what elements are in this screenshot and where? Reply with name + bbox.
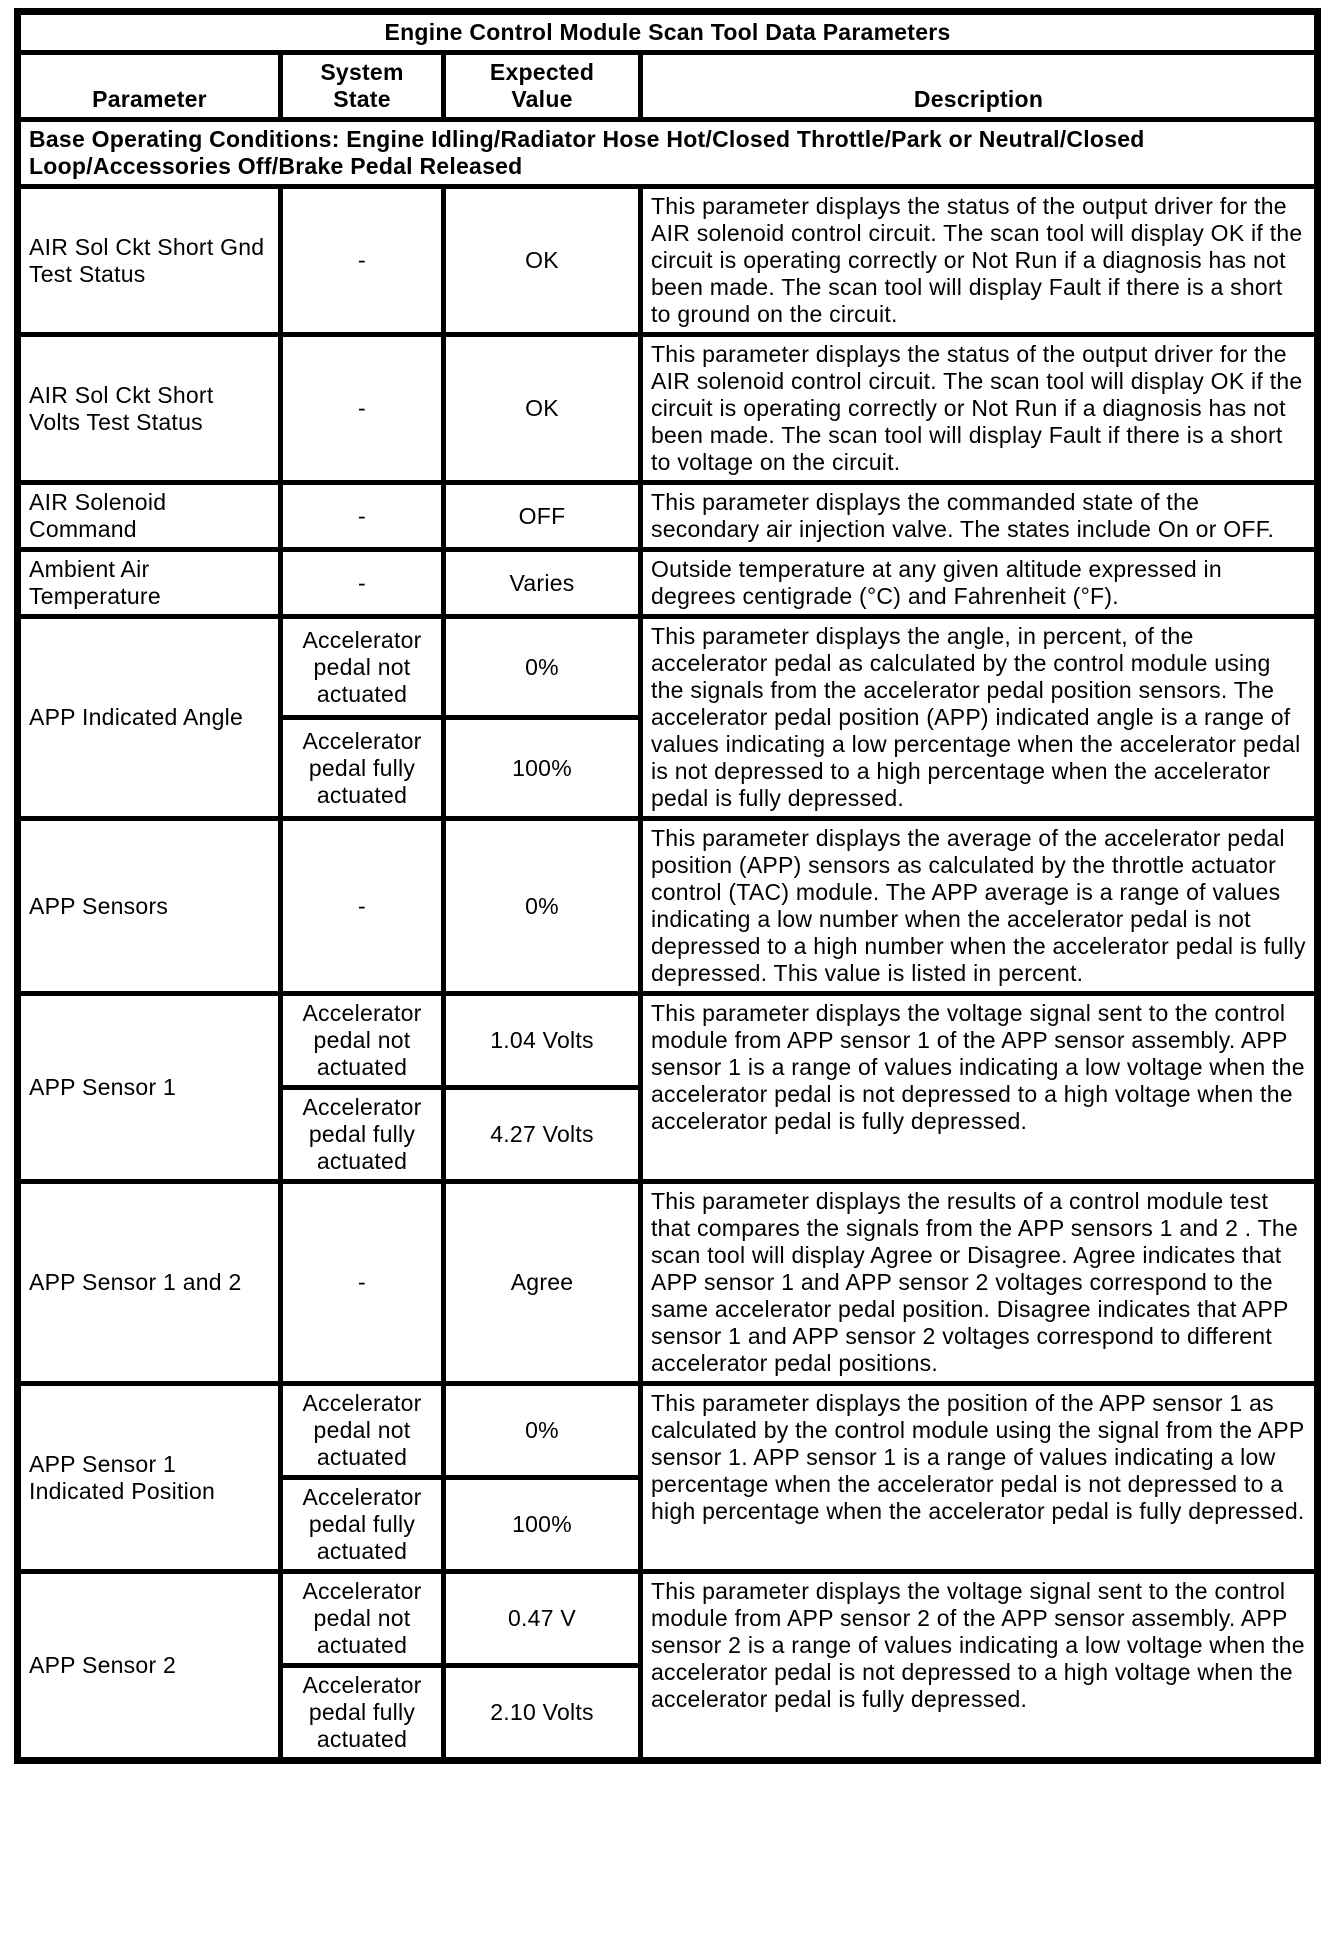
system-state-cell: -: [281, 550, 444, 617]
table-row: [18, 1182, 1318, 1384]
table-row: [18, 1384, 1318, 1478]
system-state-cell: -: [281, 819, 444, 994]
expected-value-cell: 4.27 Volts: [444, 1088, 641, 1182]
description-cell: This parameter displays the voltage signal sent to the control module from APP sensor 2 of the APP sensor assembly. APP sensor 2 is a range of values indicating a low voltage when the accelerator pedal is not depressed to a high voltage when the accelerator pedal is fully depressed.: [641, 1572, 1318, 1761]
system-state-cell: -: [281, 483, 444, 550]
base-conditions-text: Base Operating Conditions: Engine Idling/Radiator Hose Hot/Closed Throttle/Park or Neutral/Closed Loop/Accessories Off/Brake Pedal Released: [18, 120, 1318, 187]
parameter-cell: AIR Sol Ckt Short Gnd Test Status: [18, 187, 281, 335]
expected-value-cell: Agree: [444, 1182, 641, 1384]
description-cell: This parameter displays the status of the output driver for the AIR solenoid control circuit. The scan tool will display OK if the circuit is operating correctly or Not Run if a diagnosis has not been made. The scan tool will display Fault if there is a short to voltage on the circuit.: [641, 335, 1318, 483]
expected-value-cell: OK: [444, 187, 641, 335]
expected-value-cell: 100%: [444, 718, 641, 819]
system-state-cell: Accelerator pedal fully actuated: [281, 1478, 444, 1572]
description-cell: This parameter displays the position of the APP sensor 1 as calculated by the control module using the signal from the APP sensor 1. APP sensor 1 is a range of values indicating a low percentage when the accelerator pedal is not depressed to a high percentage when the accelerator pedal is fully depressed.: [641, 1384, 1318, 1572]
system-state-cell: Accelerator pedal not actuated: [281, 1572, 444, 1666]
system-state-cell: Accelerator pedal fully actuated: [281, 1088, 444, 1182]
description-cell: This parameter displays the status of the output driver for the AIR solenoid control circuit. The scan tool will display OK if the circuit is operating correctly or Not Run if a diagnosis has not been made. The scan tool will display Fault if there is a short to ground on the circuit.: [641, 187, 1318, 335]
parameter-cell: Ambient Air Temperature: [18, 550, 281, 617]
table-row: [18, 994, 1318, 1088]
table-title-row: [18, 12, 1318, 53]
description-cell: This parameter displays the average of the accelerator pedal position (APP) sensors as calculated by the throttle actuator control (TAC) module. The APP average is a range of values indicating a low number when the accelerator pedal is not depressed to a high number when the accelerator pedal is fully depressed. This value is listed in percent.: [641, 819, 1318, 994]
expected-value-cell: 100%: [444, 1478, 641, 1572]
system-state-cell: -: [281, 187, 444, 335]
description-cell: This parameter displays the commanded state of the secondary air injection valve. The states include On or OFF.: [641, 483, 1318, 550]
system-state-cell: Accelerator pedal not actuated: [281, 617, 444, 718]
parameter-cell: AIR Sol Ckt Short Volts Test Status: [18, 335, 281, 483]
parameter-cell: APP Sensor 2: [18, 1572, 281, 1761]
column-header-expected-value: [444, 53, 641, 120]
parameter-cell: APP Sensor 1 Indicated Position: [18, 1384, 281, 1572]
expected-value-cell: 0%: [444, 819, 641, 994]
base-conditions-row: [18, 120, 1318, 187]
table-row: [18, 617, 1318, 718]
description-cell: This parameter displays the results of a control module test that compares the signals from the APP sensors 1 and 2 . The scan tool will display Agree or Disagree. Agree indicates that APP sensor 1 and APP sensor 2 voltages correspond to the same accelerator pedal position. Disagree indicates that APP sensor 1 and APP sensor 2 voltages correspond to different accelerator pedal positions.: [641, 1182, 1318, 1384]
system-state-cell: Accelerator pedal fully actuated: [281, 1666, 444, 1761]
expected-value-cell: 0%: [444, 617, 641, 718]
column-header-description: Description: [641, 53, 1318, 120]
expected-value-cell: OK: [444, 335, 641, 483]
table-row: [18, 1572, 1318, 1666]
description-cell: This parameter displays the angle, in percent, of the accelerator pedal as calculated by the control module using the signals from the accelerator pedal position sensors. The accelerator pedal position (APP) indicated angle is a range of values indicating a low percentage when the accelerator pedal is not depressed to a high percentage when the accelerator pedal is fully depressed.: [641, 617, 1318, 819]
system-state-cell: Accelerator pedal not actuated: [281, 1384, 444, 1478]
parameter-cell: APP Indicated Angle: [18, 617, 281, 819]
system-state-cell: -: [281, 1182, 444, 1384]
parameter-cell: APP Sensor 1 and 2: [18, 1182, 281, 1384]
parameter-cell: AIR Solenoid Command: [18, 483, 281, 550]
description-cell: Outside temperature at any given altitude expressed in degrees centigrade (°C) and Fahrenheit (°F).: [641, 550, 1318, 617]
column-header-parameter: Parameter: [18, 53, 281, 120]
table-row: [18, 483, 1318, 550]
expected-value-cell: 0.47 V: [444, 1572, 641, 1666]
expected-value-cell: Varies: [444, 550, 641, 617]
table-header-row: [18, 53, 1318, 120]
column-header-system-state: [281, 53, 444, 120]
scan-data-table: [14, 8, 1321, 1764]
column-header-system-state-label: System State: [320, 59, 404, 112]
system-state-cell: Accelerator pedal fully actuated: [281, 718, 444, 819]
system-state-cell: Accelerator pedal not actuated: [281, 994, 444, 1088]
table-row: [18, 819, 1318, 994]
parameter-cell: APP Sensor 1: [18, 994, 281, 1182]
expected-value-cell: 1.04 Volts: [444, 994, 641, 1088]
description-cell: This parameter displays the voltage signal sent to the control module from APP sensor 1 of the APP sensor assembly. APP sensor 1 is a range of values indicating a low voltage when the accelerator pedal is not depressed to a high voltage when the accelerator pedal is fully depressed.: [641, 994, 1318, 1182]
table-row: [18, 550, 1318, 617]
column-header-expected-value-label: Expected Value: [489, 59, 595, 112]
table-row: [18, 335, 1318, 483]
expected-value-cell: OFF: [444, 483, 641, 550]
expected-value-cell: 2.10 Volts: [444, 1666, 641, 1761]
system-state-cell: -: [281, 335, 444, 483]
table-title: Engine Control Module Scan Tool Data Parameters: [18, 12, 1318, 53]
table-row: [18, 187, 1318, 335]
expected-value-cell: 0%: [444, 1384, 641, 1478]
parameter-cell: APP Sensors: [18, 819, 281, 994]
